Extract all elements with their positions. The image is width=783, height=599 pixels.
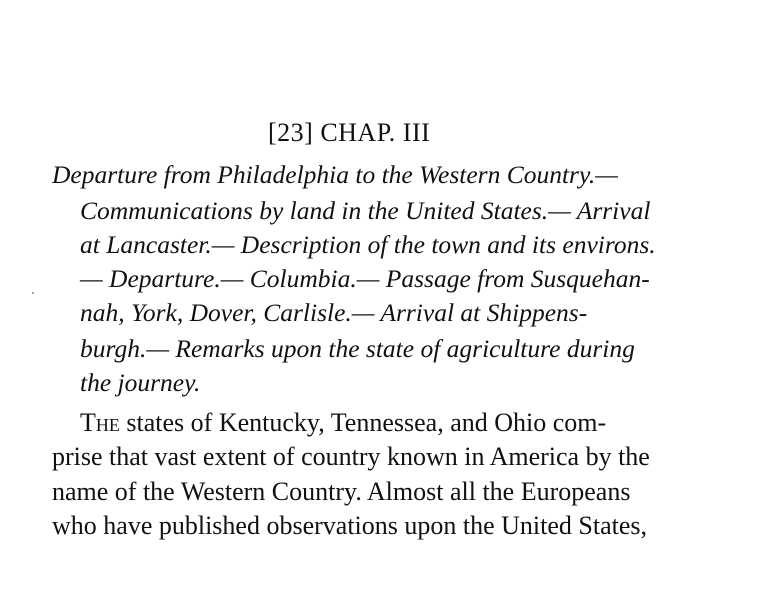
body-line: prise that vast extent of country known in America by the: [52, 442, 650, 471]
summary-line: at Lancaster.— Description of the town and its environs.: [80, 230, 656, 259]
body-line: who have published observations upon the United States,: [52, 511, 648, 540]
chapter-heading: [23] CHAP. III: [268, 118, 431, 147]
drop-word: The: [80, 408, 120, 437]
body-line-text: states of Kentucky, Tennessea, and Ohio com-: [119, 408, 607, 437]
summary-line: the journey.: [80, 368, 201, 397]
summary-line: — Departure.— Columbia.— Passage from Susquehan-: [80, 264, 650, 293]
summary-line: Departure from Philadelphia to the Western Country.—: [52, 160, 618, 189]
summary-line: nah, York, Dover, Carlisle.— Arrival at Shippens-: [80, 298, 588, 327]
body-line: [80, 408, 606, 438]
body-line: name of the Western Country. Almost all the Europeans: [52, 477, 631, 506]
summary-line: Communications by land in the United States.— Arrival: [80, 196, 651, 225]
summary-line: burgh.— Remarks upon the state of agriculture during: [80, 334, 635, 363]
